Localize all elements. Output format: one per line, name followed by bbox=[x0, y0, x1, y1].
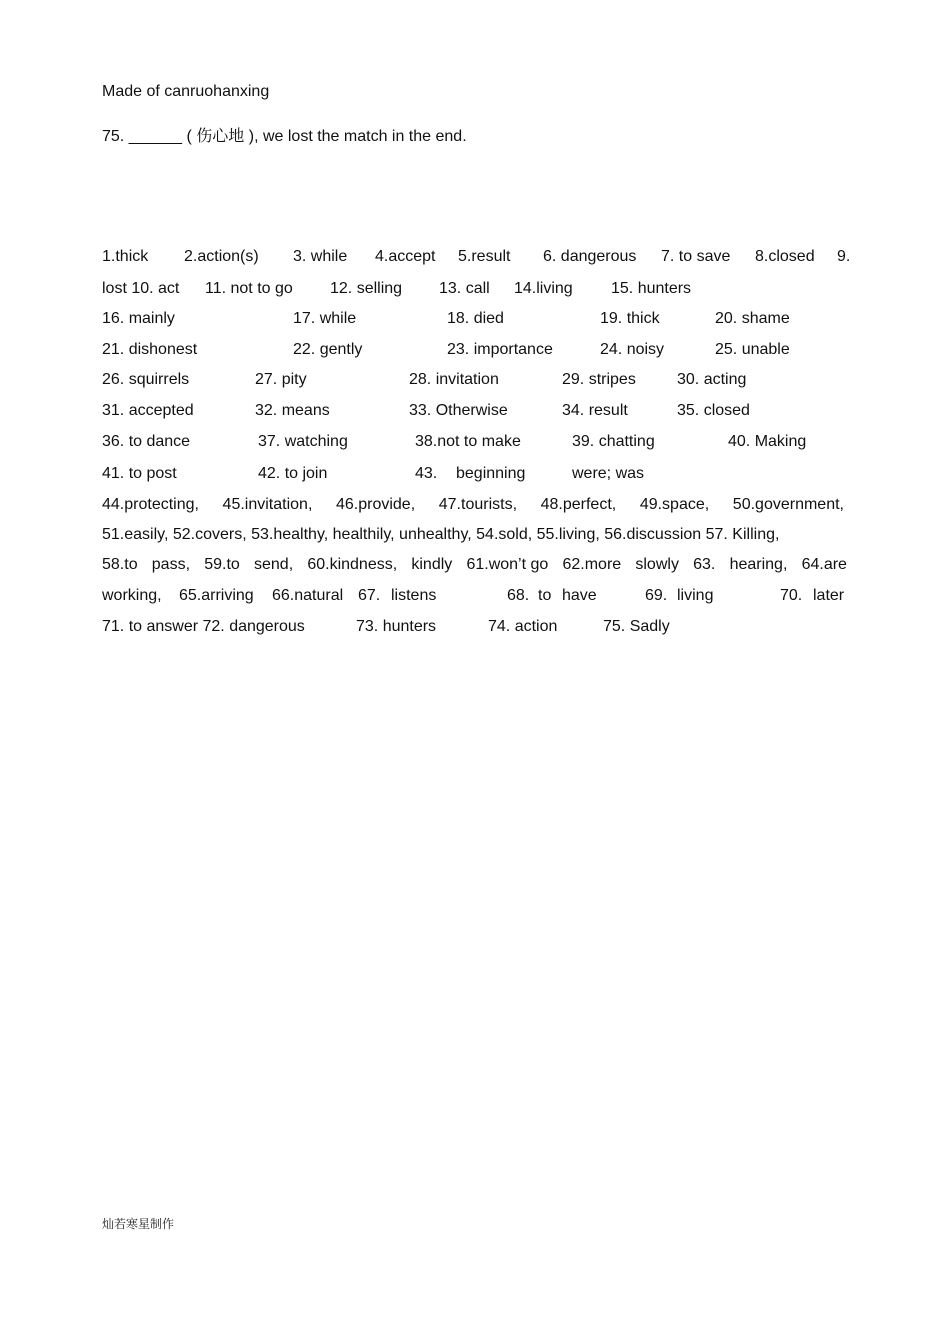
answer-item: 20. shame bbox=[715, 310, 790, 327]
answer-item: 14.living bbox=[514, 280, 573, 297]
answer-row-6 bbox=[102, 400, 852, 422]
answer-item: 34. result bbox=[562, 402, 628, 419]
answer-item: pass, bbox=[151, 556, 191, 573]
question-75: 75. ______ ( 伤心地 ), we lost the match in the end. bbox=[102, 128, 467, 145]
answer-item: were; was bbox=[572, 465, 645, 482]
answer-item: 21. dishonest bbox=[102, 341, 198, 358]
answer-item: send, bbox=[254, 556, 294, 573]
answer-item: 71. to answer 72. dangerous bbox=[102, 618, 305, 635]
answer-item: have bbox=[562, 587, 597, 604]
answer-item: 45.invitation, bbox=[222, 496, 313, 513]
answer-item: 18. died bbox=[447, 310, 504, 327]
answer-row-12 bbox=[102, 585, 852, 607]
answer-item: 1.thick bbox=[102, 248, 149, 265]
answer-row-3 bbox=[102, 308, 852, 330]
answer-item: 2.action(s) bbox=[184, 248, 259, 265]
answer-item: working, bbox=[102, 587, 162, 604]
answer-item: 12. selling bbox=[330, 280, 403, 297]
answer-item: lost 10. act bbox=[102, 280, 180, 297]
answer-item: 68. bbox=[507, 587, 530, 604]
answer-item: 40. Making bbox=[728, 433, 807, 450]
answer-row-2 bbox=[102, 278, 852, 300]
answer-item: 22. gently bbox=[293, 341, 363, 358]
answer-item: 62.more bbox=[562, 556, 622, 573]
answer-item: 3. while bbox=[293, 248, 348, 265]
answer-item: 41. to post bbox=[102, 465, 177, 482]
answer-item: to bbox=[538, 587, 552, 604]
answer-item: 48.perfect, bbox=[540, 496, 617, 513]
answer-row-7 bbox=[102, 431, 852, 453]
answer-item: 13. call bbox=[439, 280, 490, 297]
footer-credit: 灿若寒星制作 bbox=[102, 1217, 175, 1231]
answer-item: 27. pity bbox=[255, 371, 307, 388]
answer-row-11 bbox=[102, 554, 847, 576]
answer-item: 60.kindness, bbox=[307, 556, 398, 573]
answer-item: living bbox=[677, 587, 714, 604]
answer-item: 66.natural bbox=[272, 587, 344, 604]
answer-item: 4.accept bbox=[375, 248, 436, 265]
answer-item: beginning bbox=[456, 465, 526, 482]
answer-item: 6. dangerous bbox=[543, 248, 637, 265]
answer-item: 69. bbox=[645, 587, 668, 604]
answer-item: 38.not to make bbox=[415, 433, 521, 450]
answer-item: 30. acting bbox=[677, 371, 747, 388]
answer-row-8 bbox=[102, 463, 852, 485]
answer-item: 26. squirrels bbox=[102, 371, 190, 388]
answer-item: 63. bbox=[693, 556, 716, 573]
answer-item: 49.space, bbox=[639, 496, 710, 513]
answer-item: 43. bbox=[415, 465, 438, 482]
answer-row-1 bbox=[102, 246, 852, 268]
answer-item: 73. hunters bbox=[356, 618, 437, 635]
answer-item: 9. bbox=[837, 248, 851, 265]
answer-item: 70. bbox=[780, 587, 803, 604]
answer-item: 19. thick bbox=[600, 310, 660, 327]
answer-item: 58.to bbox=[102, 556, 138, 573]
answer-item: 50.government, bbox=[732, 496, 844, 513]
answer-item: 64.are bbox=[801, 556, 847, 573]
answer-item: 24. noisy bbox=[600, 341, 665, 358]
answer-item: 39. chatting bbox=[572, 433, 655, 450]
answer-item: 7. to save bbox=[661, 248, 731, 265]
answer-item: 42. to join bbox=[258, 465, 328, 482]
answer-item: later bbox=[813, 587, 845, 604]
answer-item: 15. hunters bbox=[611, 280, 692, 297]
answer-item: 46.provide, bbox=[335, 496, 416, 513]
answer-item: 67. bbox=[358, 587, 381, 604]
made-of-line: Made of canruohanxing bbox=[102, 83, 270, 100]
answer-item: 16. mainly bbox=[102, 310, 175, 327]
answer-item: 11. not to go bbox=[205, 280, 293, 297]
answer-item: 29. stripes bbox=[562, 371, 636, 388]
answer-item: 17. while bbox=[293, 310, 357, 327]
answer-item: 32. means bbox=[255, 402, 330, 419]
answer-item: 59.to bbox=[204, 556, 240, 573]
answer-row-9 bbox=[102, 494, 844, 516]
answer-item: 36. to dance bbox=[102, 433, 191, 450]
answer-item: 23. importance bbox=[447, 341, 553, 358]
answer-item: 65.arriving bbox=[179, 587, 254, 604]
answer-item: 75. Sadly bbox=[603, 618, 670, 635]
answer-item: 35. closed bbox=[677, 402, 750, 419]
answer-item: 37. watching bbox=[258, 433, 348, 450]
answer-item: 31. accepted bbox=[102, 402, 194, 419]
answer-item: 44.protecting, bbox=[102, 496, 199, 513]
answer-item: 47.tourists, bbox=[438, 496, 518, 513]
answer-item: kindly bbox=[411, 556, 453, 573]
answer-item: listens bbox=[391, 587, 437, 604]
answer-row-5 bbox=[102, 369, 852, 391]
answer-item: 8.closed bbox=[755, 248, 815, 265]
answer-item: 33. Otherwise bbox=[409, 402, 508, 419]
answer-row-10: 51.easily, 52.covers, 53.healthy, healthily, unhealthy, 54.sold, 55.living, 56.discussion 57. Killing, bbox=[102, 526, 780, 543]
answer-item: hearing, bbox=[729, 556, 788, 573]
answer-item: 5.result bbox=[458, 248, 511, 265]
answer-item: slowly bbox=[635, 556, 679, 573]
answer-item: 74. action bbox=[488, 618, 558, 635]
answer-item: 25. unable bbox=[715, 341, 790, 358]
answer-row-4 bbox=[102, 339, 852, 361]
answer-item: 28. invitation bbox=[409, 371, 499, 388]
answer-item: 61.won’t go bbox=[466, 556, 549, 573]
answer-row-13 bbox=[102, 616, 852, 638]
